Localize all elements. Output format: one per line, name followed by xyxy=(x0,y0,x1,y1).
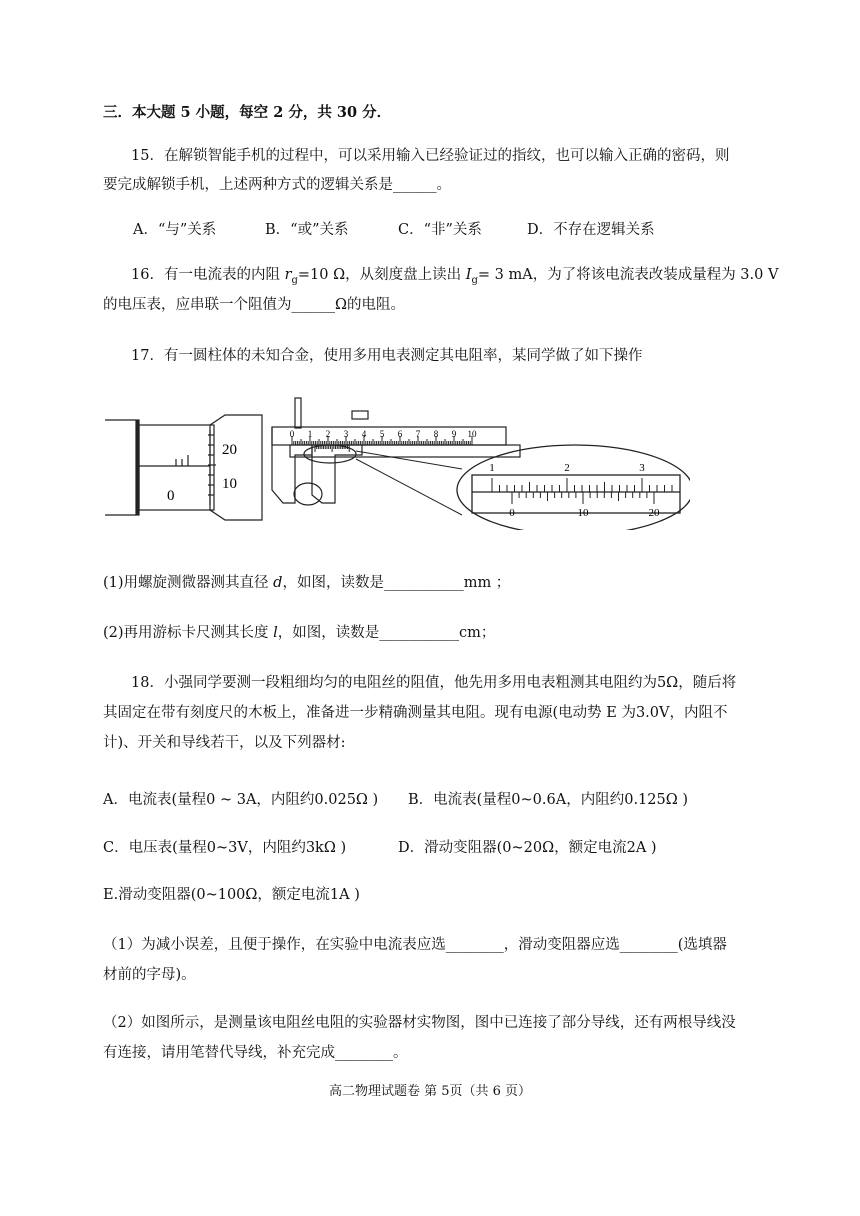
q17-sub1-text: (1)用螺旋测微器测其直径 xyxy=(103,575,274,591)
q18-line1: 18．小强同学要测一段粗细均匀的电阻丝的阻值，他先用多用电表粗测其电阻约为5Ω，随后将 xyxy=(131,675,737,691)
q16-text-1: 16．有一电流表的内阻 xyxy=(131,267,285,283)
caliper-main-label: 2 xyxy=(325,429,331,439)
q16-rg-symbol: r xyxy=(284,267,292,283)
zoom-ticks xyxy=(492,478,672,504)
caliper-main-label: 7 xyxy=(415,429,421,439)
micrometer-label-0: 0 xyxy=(167,488,175,504)
caliper-main-label: 9 xyxy=(451,429,457,439)
q16-ig-symbol: I xyxy=(465,267,472,283)
q18-sub2-line1: （2）如图所示，是测量该电阻丝电阻的实验器材实物图，图中已连接了部分导线，还有两根导线没 xyxy=(103,1015,736,1031)
q18-sub2-line2: 有连接，请用笔替代导线，补充完成________。 xyxy=(103,1045,408,1061)
page-footer: 高二物理试题卷 第 5页（共 6 页） xyxy=(328,1084,532,1099)
instrument-figure xyxy=(100,395,690,530)
instrument-figure-svg xyxy=(100,395,690,530)
caliper-main-label: 4 xyxy=(361,429,367,439)
q18-line2: 其固定在带有刻度尺的木板上，准备进一步精确测量其电阻。现有电源(电动势 E 为3.0V，内阻不 xyxy=(103,705,728,721)
q16-text-3: = 3 mA，为了将该电流表改装成量程为 3.0 V xyxy=(477,267,779,283)
zoom-main-label: 3 xyxy=(639,462,645,474)
micrometer-drawing xyxy=(105,415,262,520)
q18-option-d: D．滑动变阻器(0~20Ω，额定电流2A ) xyxy=(398,840,657,856)
caliper-main-label: 1 xyxy=(307,429,313,439)
q15-option-b: B．“或”关系 xyxy=(265,222,349,238)
caliper-drawing xyxy=(272,398,520,505)
caliper-main-label: 5 xyxy=(379,429,385,439)
q18-sub1-line1: （1）为减小误差，且便于操作，在实验中电流表应选________，滑动变阻器应选________(选填器 xyxy=(103,937,727,953)
q15-line2: 要完成解锁手机，上述两种方式的逻辑关系是______。 xyxy=(103,177,451,193)
q16-line1 xyxy=(131,265,778,291)
caliper-main-label: 8 xyxy=(433,429,439,439)
zoom-vernier-label: 10 xyxy=(577,507,589,519)
caliper-main-label: 10 xyxy=(467,429,477,439)
q18-option-e: E.滑动变阻器(0~100Ω，额定电流1A ) xyxy=(103,887,360,903)
caliper-main-label: 0 xyxy=(289,429,295,439)
zoom-main-label: 2 xyxy=(564,462,570,474)
q17-sub2-var: l xyxy=(273,625,278,641)
q17-sub1-var: d xyxy=(273,575,283,591)
caliper-labels xyxy=(290,429,477,439)
q15-line1: 15．在解锁智能手机的过程中，可以采用输入已经验证过的指纹，也可以输入正确的密码，则 xyxy=(131,148,730,164)
q16-rg-subscript: g xyxy=(291,274,298,286)
zoom-leader-lines xyxy=(356,451,462,515)
q18-sub1-line2: 材前的字母)。 xyxy=(103,967,196,983)
q16-ig-subscript: g xyxy=(471,274,478,286)
q17-line1: 17．有一圆柱体的未知合金，使用多用电表测定其电阻率，某同学做了如下操作 xyxy=(131,348,643,364)
q17-sub2 xyxy=(103,623,495,643)
q17-sub2-answer-blank: ，如图，读数是___________cm； xyxy=(277,625,496,641)
zoom-vernier-label: 20 xyxy=(648,507,660,519)
q18-option-c: C．电压表(量程0~3V，内阻约3kΩ ) xyxy=(103,840,347,856)
q16-line2: 的电压表，应串联一个阻值为______Ω的电阻。 xyxy=(103,297,406,313)
caliper-main-label: 6 xyxy=(397,429,403,439)
q16-text-2: =10 Ω，从刻度盘上读出 xyxy=(297,267,466,283)
q17-sub2-text: (2)再用游标卡尺测其长度 xyxy=(103,625,274,641)
q15-option-d: D．不存在逻辑关系 xyxy=(527,222,655,238)
micrometer-label-20: 20 xyxy=(222,442,237,458)
q18-option-b: B．电流表(量程0~0.6A，内阻约0.125Ω ) xyxy=(408,792,689,808)
zoom-vernier-label: 0 xyxy=(509,507,515,519)
section-heading: 三．本大题 5 小题，每空 2 分，共 30 分． xyxy=(103,104,392,121)
q15-option-a: A．“与”关系 xyxy=(133,222,217,238)
q18-line3: 计)、开关和导线若干，以及下列器材: xyxy=(103,735,346,751)
q17-sub1-answer-blank: ，如图，读数是___________mm ； xyxy=(282,575,511,591)
micrometer-label-10: 10 xyxy=(222,476,237,492)
q18-option-a: A．电流表(量程0 ~ 3A，内阻约0.025Ω ) xyxy=(103,792,379,808)
zoom-main-label: 1 xyxy=(489,462,495,474)
caliper-main-label: 3 xyxy=(343,429,349,439)
q17-sub1 xyxy=(103,573,510,593)
q15-option-c: C．“非”关系 xyxy=(398,222,482,238)
